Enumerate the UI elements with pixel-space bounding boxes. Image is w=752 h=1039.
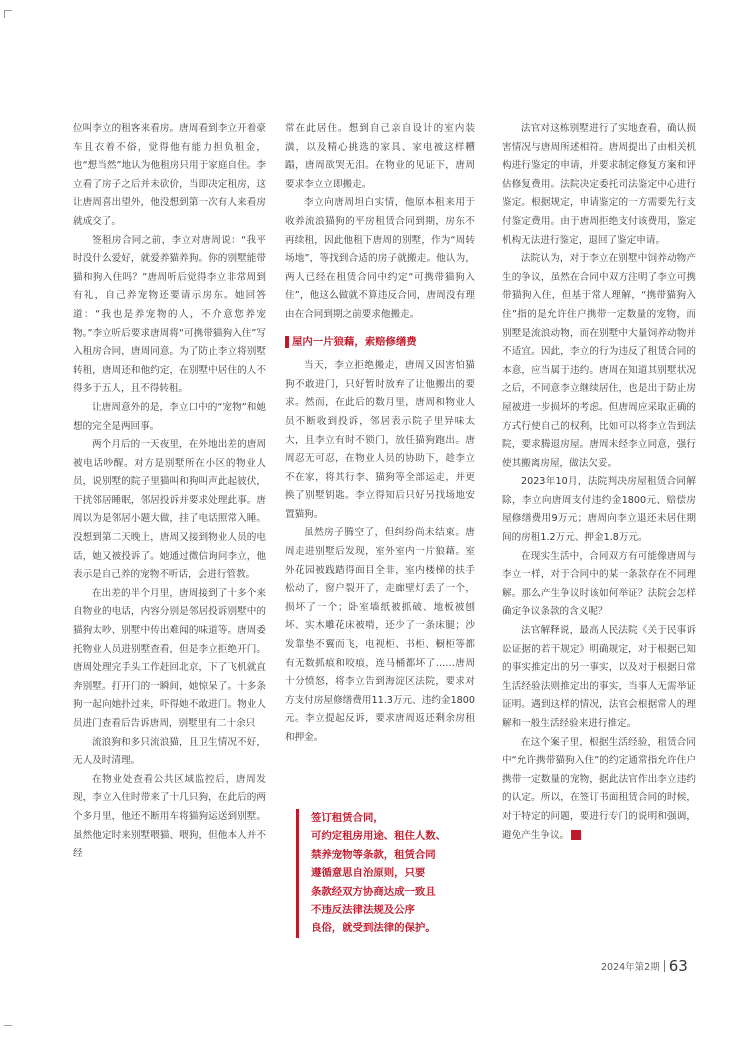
pull-quote-line: 良俗，就受到法律的保护。 <box>311 922 436 935</box>
paragraph: 在出差的半个月里，唐周接到了十多个来自物业的电话，内容分别是邻居投诉别墅中的猫狗太吵、别墅中传出难闻的味道等。唐周委托物业人员进别墅查看，但是李立拒绝开门。唐周处理完手头工作赶回北京，下了飞机就直奔别墅。打开门的一瞬间，她惊呆了。十多条狗一起向她扑过来，吓得她不敢进门。物业人员进门查看后告诉唐周，别墅里有二十余只 <box>73 587 266 729</box>
section-heading-text: 屋内一片狼藉，索赔修缮费 <box>292 335 417 348</box>
paragraph: 签租房合同之前，李立对唐周说：“我平时没什么爱好，就爱养猫养狗。你的别墅能带猫和狗入住吗？”唐周听后觉得李立非常周到有礼，自己养宠物还要请示房东。她回答道：“我也是养宠物的人，不介意您养宠物。”李立听后要求唐周将“可携带猫狗入住”写入租房合同，唐周同意。为了防止李立将别墅转租，唐周还和他约定，在别墅中居住的人不得多于五人，且不得转租。 <box>73 234 266 395</box>
end-mark-icon: 法 <box>571 830 581 840</box>
section-heading <box>285 333 475 352</box>
column-right <box>502 120 696 845</box>
paragraph: 李立向唐周坦白实情，他原本租来用于收养流浪猫狗的平房租赁合同到期，房东不再续租，因此他租下唐周的别墅，作为“周转场地”，等找到合适的房子就搬走。他认为，两人已经在租赁合同中约定“可携带猫狗入住”，他这么做就不算违反合同，唐周没有理由在合同到期之前要求他搬走。 <box>285 197 475 320</box>
paragraph: 常在此居住。想到自己亲自设计的室内装潢，以及精心挑选的家具、家电被这样糟蹋，唐周欲哭无泪。在物业的见证下，唐周要求李立立即搬走。 <box>285 123 475 190</box>
paragraph: 位叫李立的租客来看房。唐周看到李立开着豪车且衣着不俗，觉得他有能力担负租金，也“想当然”地认为他租房只用于家庭自住。李立看了房子之后并未砍价，当即决定租房，这让唐周喜出望外，他没想到第一次有人来看房就成交了。 <box>73 123 266 227</box>
paragraph: 当天，李立拒绝搬走，唐周又因害怕猫狗不敢进门，只好暂时放弃了让他搬出的要求。然而，在此后的数月里，唐周和物业人员不断收到投诉，邻居表示院子里异味太大，且李立有时不锁门，放任猫狗跑出。唐周忍无可忍，在物业人员的协助下，趁李立不在家，将其行李、猫狗等全部运走，并更换了别墅钥匙。李立得知后只好另找场地安置猫狗。 <box>285 360 475 520</box>
page-footer <box>601 957 688 975</box>
page-number: 63 <box>668 957 688 975</box>
paragraph: 在物业处查看公共区域监控后，唐周发现，李立入住时带来了十几只狗，在此后的两个多月里，他还不断用车将猫狗运送到别墅。虽然他定时来别墅喂猫、喂狗，但他本人并不经 <box>73 773 266 860</box>
paragraph: 法官对这栋别墅进行了实地查看，确认损害情况与唐周所述相符。唐周提出了由相关机构进行鉴定的申请，并要求制定修复方案和评估修复费用。法院决定委托司法鉴定中心进行鉴定。根据规定，申请鉴定的一方需要先行支付鉴定费用。由于唐周拒绝支付该费用，鉴定机构无法进行鉴定，退回了鉴定申请。 <box>502 123 696 246</box>
heading-bar-icon <box>285 336 289 348</box>
paragraph: 法院认为，对于李立在别墅中饲养动物产生的争议，虽然在合同中双方注明了李立可携带猫狗入住，但基于常人理解，“携带猫狗入住”指的是允许住户携带一定数量的宠物，而别墅是流浪动物，而在别墅中大量饲养动物并不适宜。因此，李立的行为违反了租赁合同的本意，应当属于违约。唐周在知道其别墅状况之后，不同意李立继续居住，也是出于防止房屋被进一步损坏的考虑。但唐周应采取正确的方式行使自己的权利，比如可以将李立告到法院，要求腾退房屋。唐周未经李立同意，强行使其搬离房屋，做法欠妥。 <box>502 253 696 469</box>
column-middle <box>285 120 475 748</box>
paragraph: 让唐周意外的是，李立口中的“宠物”和她想的完全是两回事。 <box>73 401 266 432</box>
paragraph: 法官解释说，最高人民法院《关于民事诉讼证据的若干规定》明确规定，对于根据已知的事实推定出的另一事实，以及对于根据日常生活经验法则推定出的事实，当事人无需举证证明。遇到这样的情况，法官会根据常人的理解和一般生活经验来进行推定。 <box>502 625 696 729</box>
pull-quote-line: 可约定租房用途、租住人数、 <box>311 830 447 843</box>
crop-mark-top-left <box>4 10 5 18</box>
paragraph: 虽然房子腾空了，但纠纷尚未结束。唐周走进别墅后发现，室外室内一片狼藉。室外花园被践踏得面目全非，室内楼梯的扶手松动了，窗户裂开了，走廊壁灯丢了一个，损坏了一个；卧室墙纸被抓破、地板被刨坏、实木雕花床被啃，还少了一条床腿；沙发靠垫不翼而飞，电视柜、书柜、橱柜等都有无数抓痕和咬痕，连马桶都坏了……唐周十分愤怒，将李立告到海淀区法院，要求对方支付房屋修缮费用11.3万元、违约金1800元。李立提起反诉，要求唐周返还剩余房租和押金。 <box>285 527 475 743</box>
paragraph: 流浪狗和多只流浪猫，且卫生情况不好，无人及时清理。 <box>73 736 266 767</box>
paragraph: 2023年10月，法院判决房屋租赁合同解除，李立向唐周支付违约金1800元、赔偿房屋修缮费用9万元；唐周向李立退还未居住期间的房租1.2万元、押金1.8万元。 <box>502 476 696 544</box>
paragraph-text: 在这个案子里，根据生活经验，租赁合同中“允许携带猫狗入住”的约定通常指允许住户携带一定数量的宠物，据此法官作出李立违约的认定。所以，在签订书面租赁合同的时候，对于特定的问题，要进行专门的说明和强调，避免产生争议。 <box>502 736 696 841</box>
pull-quote-line: 遵循意思自治原则，只要 <box>311 867 426 880</box>
pull-quote-line: 不违反法律法规及公序 <box>311 904 415 917</box>
pull-quote-line: 签订租赁合同， <box>311 812 384 824</box>
pull-quote <box>296 809 487 938</box>
paragraph: 在现实生活中，合同双方有可能像唐周与李立一样，对于合同中的某一条款存在不同理解。那么产生争议时该如何举证？法院会怎样确定争议条款的含义呢？ <box>502 550 696 618</box>
paragraph: 两个月后的一天夜里，在外地出差的唐周被电话吵醒。对方是别墅所在小区的物业人员，说别墅的院子里猫叫和狗叫声此起彼伏，干扰邻居睡眠，邻居投诉并要求处理此事。唐周以为是邻居小题大做，挂了电话照常入睡。没想到第二天晚上，唐周又接到物业人员的电话，她又被投诉了。她通过微信询问李立，他表示是自己养的宠物不听话，会进行管教。 <box>73 439 266 581</box>
footer-divider <box>664 960 665 972</box>
pull-quote-line: 条款经双方协商达成一致且 <box>311 885 436 898</box>
pull-quote-line: 禁养宠物等条款，租赁合同 <box>311 848 436 861</box>
issue-label: 2024年第2期 <box>601 962 660 973</box>
crop-mark-top-left <box>4 10 12 11</box>
column-left <box>73 120 266 864</box>
paragraph <box>502 734 696 846</box>
crop-mark-bottom-left <box>4 1025 12 1026</box>
